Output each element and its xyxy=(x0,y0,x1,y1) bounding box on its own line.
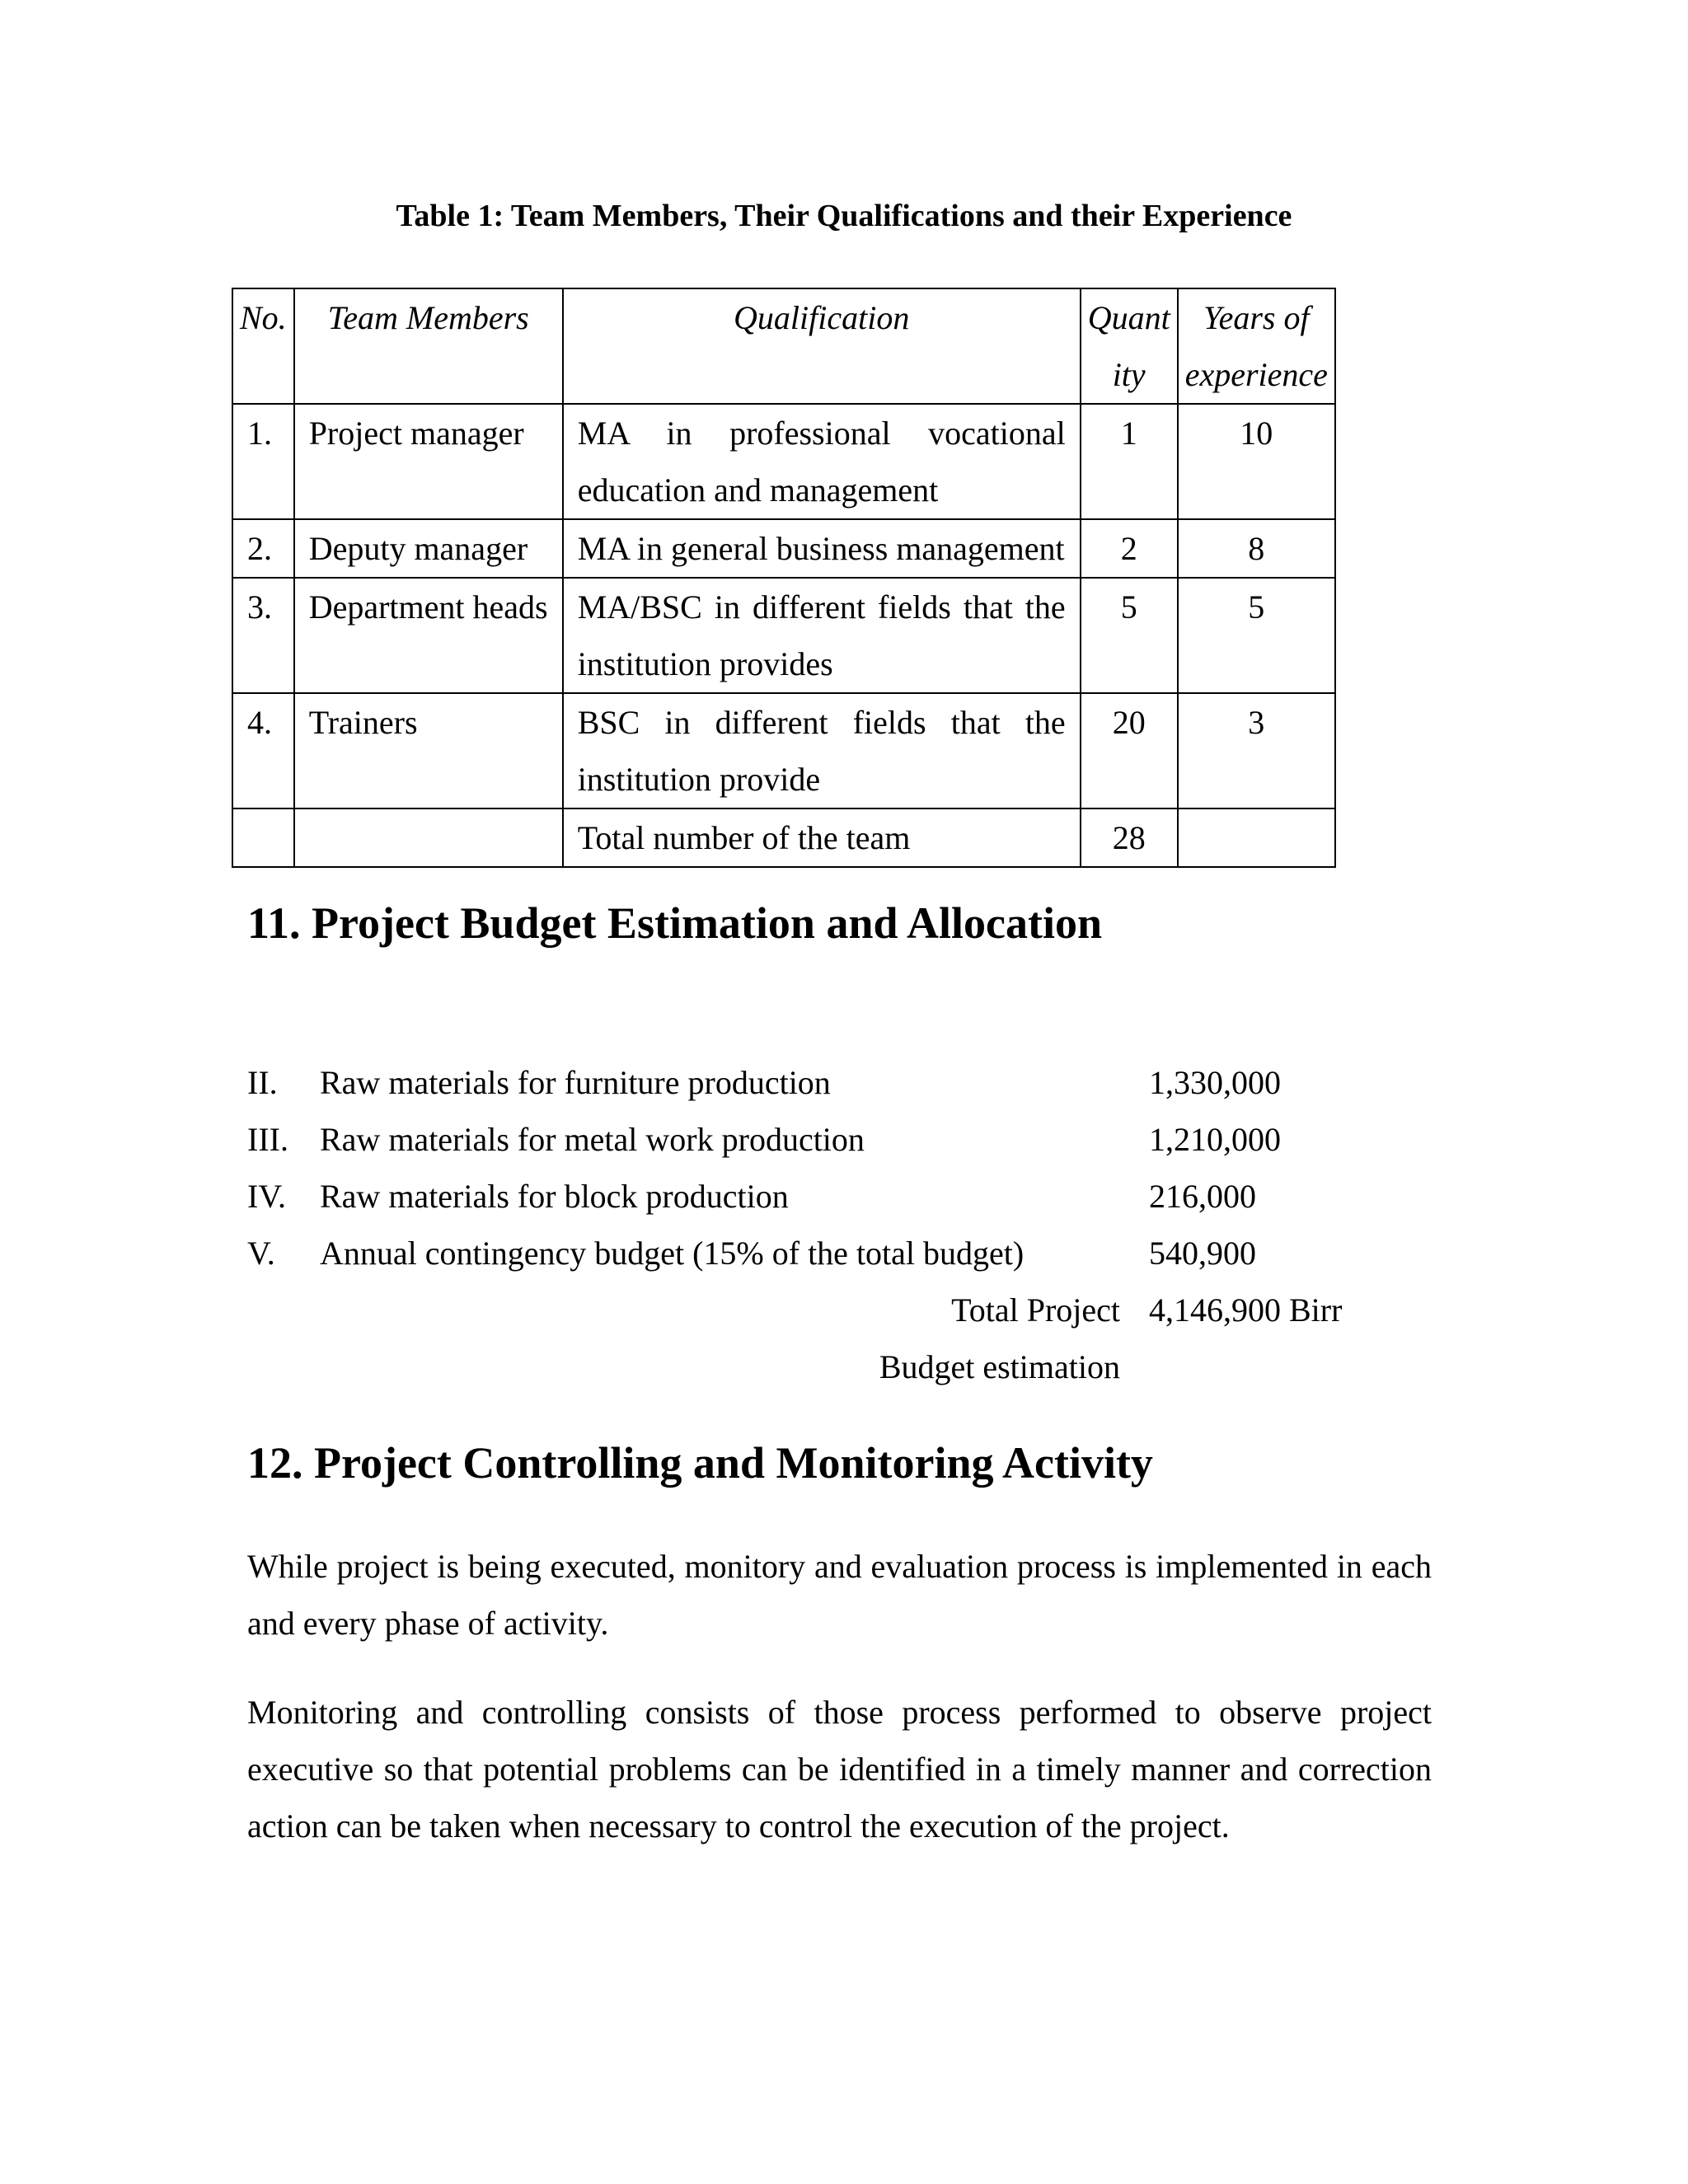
cell-no: 2. xyxy=(232,519,294,578)
header-years xyxy=(1178,288,1335,404)
budget-total-label-line1: Total Project xyxy=(951,1291,1120,1329)
cell-no: 3. xyxy=(232,578,294,693)
header-years-line1: Years of xyxy=(1203,299,1310,336)
budget-item-number: V. xyxy=(247,1235,275,1272)
header-quantity-line1: Quant xyxy=(1087,299,1170,336)
budget-total-label xyxy=(790,1282,1120,1395)
budget-item-number: II. xyxy=(247,1064,278,1101)
cell-quantity: 20 xyxy=(1081,693,1178,808)
budget-item-amount: 1,210,000 xyxy=(1149,1121,1281,1158)
table-total-row xyxy=(232,808,1335,867)
header-qualification: Qualification xyxy=(563,288,1081,404)
budget-total-amount: 4,146,900 Birr xyxy=(1149,1291,1343,1329)
header-quantity xyxy=(1081,288,1178,404)
cell-quantity: 5 xyxy=(1081,578,1178,693)
table-row xyxy=(232,578,1335,693)
cell-no: 4. xyxy=(232,693,294,808)
cell-qualification: MA/BSC in different fields that the institution provides xyxy=(563,578,1081,693)
budget-item-number: IV. xyxy=(247,1178,287,1215)
cell-qualification: MA in general business management xyxy=(563,519,1081,578)
team-members-table xyxy=(232,288,1336,868)
cell-quantity: 1 xyxy=(1081,404,1178,519)
table-header-row xyxy=(232,288,1335,404)
budget-item xyxy=(247,1054,1401,1111)
header-team-members: Team Members xyxy=(294,288,563,404)
header-years-line2: experience xyxy=(1184,356,1328,393)
cell-empty xyxy=(1178,808,1335,867)
cell-years: 10 xyxy=(1178,404,1335,519)
budget-item-amount: 540,900 xyxy=(1149,1235,1256,1272)
paragraph: While project is being executed, monitory and evaluation process is implemented in each and every phase of activity. xyxy=(247,1548,1432,1642)
budget-item-number: III. xyxy=(247,1121,288,1158)
section-11-heading: 11. Project Budget Estimation and Allocation xyxy=(247,898,1103,948)
cell-quantity: 2 xyxy=(1081,519,1178,578)
total-label: Total number of the team xyxy=(563,808,1081,867)
cell-member: Deputy manager xyxy=(294,519,563,578)
budget-item xyxy=(247,1168,1401,1225)
budget-item-amount: 1,330,000 xyxy=(1149,1064,1281,1101)
cell-empty xyxy=(294,808,563,867)
cell-years: 5 xyxy=(1178,578,1335,693)
table-caption: Table 1: Team Members, Their Qualifications and their Experience xyxy=(396,199,1292,233)
header-no: No. xyxy=(232,288,294,404)
cell-years: 8 xyxy=(1178,519,1335,578)
budget-item-description: Annual contingency budget (15% of the total budget) xyxy=(320,1235,1025,1272)
cell-no: 1. xyxy=(232,404,294,519)
cell-qualification: MA in professional vocational education and management xyxy=(563,404,1081,519)
cell-member: Trainers xyxy=(294,693,563,808)
budget-item-description: Raw materials for block production xyxy=(320,1178,789,1215)
cell-qualification: BSC in different fields that the institution provide xyxy=(563,693,1081,808)
table-row xyxy=(232,519,1335,578)
budget-item-description: Raw materials for metal work production xyxy=(320,1121,865,1158)
budget-item-description: Raw materials for furniture production xyxy=(320,1064,831,1101)
table-row xyxy=(232,693,1335,808)
cell-member: Project manager xyxy=(294,404,563,519)
budget-item xyxy=(247,1225,1401,1282)
budget-total-label-line2: Budget estimation xyxy=(879,1348,1120,1385)
header-quantity-line2: ity xyxy=(1112,356,1146,393)
cell-years: 3 xyxy=(1178,693,1335,808)
budget-item xyxy=(247,1111,1401,1168)
section-12-heading: 12. Project Controlling and Monitoring Activity xyxy=(247,1438,1153,1488)
budget-item-amount: 216,000 xyxy=(1149,1178,1256,1215)
table-row xyxy=(232,404,1335,519)
cell-empty xyxy=(232,808,294,867)
paragraph: Monitoring and controlling consists of those process performed to observe project executive so that potential problems can be identified in a timely manner and correction action can be taken when necessary to control the execution of the project. xyxy=(247,1694,1432,1844)
cell-member: Department heads xyxy=(294,578,563,693)
total-quantity: 28 xyxy=(1081,808,1178,867)
